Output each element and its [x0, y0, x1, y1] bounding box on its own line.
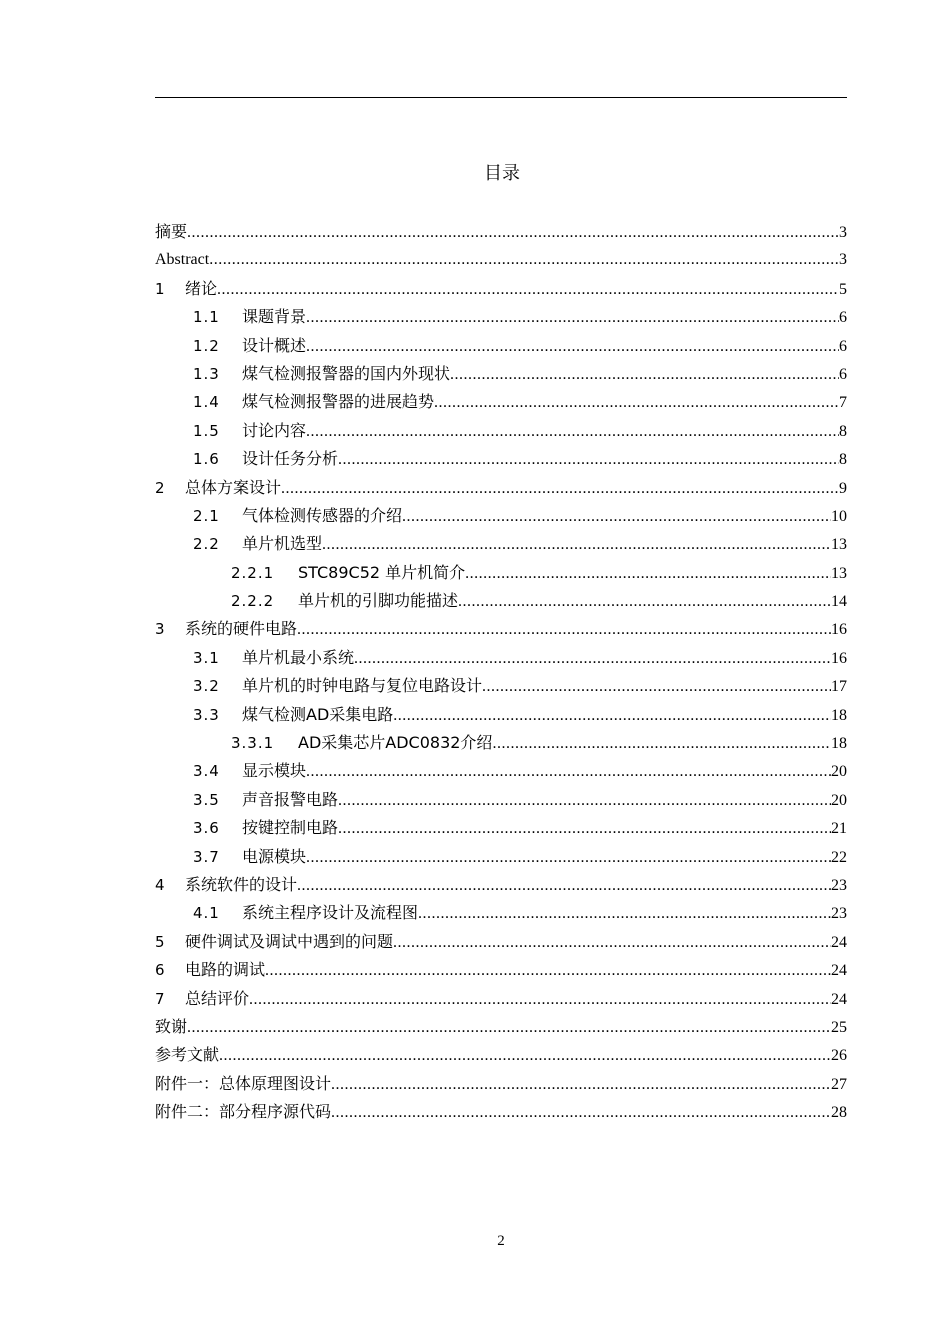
toc-entry-number: 1.1	[193, 308, 220, 327]
toc-entry-number: 3.6	[193, 819, 220, 838]
toc-entry-page: 6	[839, 365, 847, 383]
toc-entry-page: 21	[831, 820, 847, 838]
toc-entry-number: 3.3.1	[231, 734, 275, 753]
toc-title: 目录	[484, 163, 520, 184]
toc-entry[interactable]	[155, 218, 847, 246]
dot-leader	[458, 588, 831, 615]
toc-entry-label: 煤气检测报警器的进展趋势	[242, 392, 435, 412]
toc-entry-number: 7	[155, 989, 165, 1008]
toc-entry[interactable]	[155, 644, 847, 672]
toc-entry[interactable]	[155, 417, 847, 445]
dot-leader	[249, 986, 831, 1013]
toc-entry-label: 系统软件的设计	[185, 874, 298, 894]
toc-entry[interactable]	[155, 729, 847, 757]
toc-entry-page: 3	[839, 251, 847, 269]
dot-leader	[418, 900, 831, 927]
toc-entry-number: 3	[155, 620, 165, 639]
toc-entry-label: 系统的硬件电路	[185, 619, 298, 639]
dot-leader	[338, 446, 839, 473]
toc-entry[interactable]	[155, 786, 847, 814]
dot-leader	[354, 645, 831, 672]
toc-entry-number: 3.3	[193, 705, 220, 724]
toc-entry-number: 2	[155, 478, 165, 497]
toc-entry-page: 8	[839, 422, 847, 440]
toc-entry-label: 电路的调试	[185, 960, 266, 980]
toc-entry-page: 20	[831, 791, 847, 809]
toc-entry-number: 4.1	[193, 904, 220, 923]
toc-entry-page: 20	[831, 763, 847, 781]
dot-leader	[393, 929, 831, 956]
toc-entry[interactable]	[155, 530, 847, 558]
dot-leader	[297, 616, 831, 643]
toc-entry-label: 附件一：总体原理图设计	[155, 1073, 332, 1093]
table-of-contents	[155, 218, 847, 1127]
toc-entry-page: 13	[831, 564, 847, 582]
toc-entry[interactable]	[155, 615, 847, 643]
dot-leader	[265, 957, 831, 984]
toc-entry[interactable]	[155, 1013, 847, 1041]
toc-entry[interactable]	[155, 445, 847, 473]
toc-entry-label: 硬件调试及调试中遇到的问题	[185, 931, 394, 951]
toc-entry-label: 单片机的引脚功能描述	[298, 591, 459, 611]
toc-entry-page: 24	[831, 962, 847, 980]
dot-leader	[338, 815, 831, 842]
toc-entry-page: 14	[831, 593, 847, 611]
toc-entry-page: 8	[839, 451, 847, 469]
dot-leader	[306, 304, 839, 331]
toc-entry-page: 7	[839, 394, 847, 412]
toc-entry-page: 26	[831, 1047, 847, 1065]
toc-entry-page: 27	[831, 1075, 847, 1093]
toc-entry-label: 单片机最小系统	[242, 647, 355, 667]
dot-leader	[331, 1099, 831, 1126]
toc-entry-page: 23	[831, 876, 847, 894]
header-rule	[155, 97, 847, 98]
toc-entry-page: 6	[839, 309, 847, 327]
toc-entry[interactable]	[155, 388, 847, 416]
toc-entry-page: 22	[831, 848, 847, 866]
toc-entry[interactable]	[155, 928, 847, 956]
toc-entry-number: 5	[155, 932, 165, 951]
dot-leader	[187, 219, 839, 246]
dot-leader	[281, 475, 839, 502]
toc-entry-label: 致谢	[155, 1016, 188, 1036]
toc-entry-page: 17	[831, 678, 847, 696]
dot-leader	[393, 702, 831, 729]
toc-entry-number: 3.2	[193, 677, 220, 696]
toc-entry[interactable]	[155, 1098, 847, 1126]
toc-entry-label: 煤气检测AD采集电路	[242, 704, 394, 724]
toc-entry-number: 1.4	[193, 393, 220, 412]
toc-entry-page: 3	[839, 224, 847, 241]
toc-entry-label: 绪论	[185, 278, 218, 298]
toc-entry-label: 设计任务分析	[242, 449, 339, 469]
toc-entry[interactable]	[155, 502, 847, 530]
toc-entry-page: 16	[831, 621, 847, 639]
toc-entry-page: 5	[839, 280, 847, 298]
toc-entry-label: 系统主程序设计及流程图	[242, 903, 419, 923]
toc-entry[interactable]	[155, 246, 847, 274]
toc-entry-label: 摘要	[155, 222, 188, 241]
toc-entry-label: 气体检测传感器的介绍	[242, 505, 403, 525]
toc-entry-label: 附件二：部分程序源代码	[155, 1102, 332, 1122]
toc-entry[interactable]	[155, 672, 847, 700]
dot-leader	[402, 503, 831, 530]
dot-leader	[306, 418, 839, 445]
toc-entry-number: 1.5	[193, 421, 220, 440]
toc-entry[interactable]	[155, 701, 847, 729]
toc-entry-number: 3.1	[193, 648, 220, 667]
toc-entry[interactable]	[155, 1041, 847, 1069]
toc-entry[interactable]	[155, 1070, 847, 1098]
toc-entry-label: 按键控制电路	[242, 818, 339, 838]
toc-entry-label: 讨论内容	[242, 420, 307, 440]
dot-leader	[338, 787, 831, 814]
dot-leader	[217, 276, 839, 303]
dot-leader	[322, 531, 831, 558]
toc-entry-label: 显示模块	[242, 761, 307, 781]
toc-entry[interactable]	[155, 757, 847, 785]
toc-entry-page: 6	[839, 337, 847, 355]
toc-entry-page: 23	[831, 905, 847, 923]
dot-leader	[492, 730, 831, 757]
toc-entry-page: 24	[831, 933, 847, 951]
toc-entry-label: 煤气检测报警器的国内外现状	[242, 363, 451, 383]
toc-entry-page: 24	[831, 990, 847, 1008]
toc-entry-page: 18	[831, 735, 847, 753]
toc-entry[interactable]	[155, 871, 847, 899]
toc-entry-label: AD采集芯片ADC0832介绍	[298, 733, 493, 753]
dot-leader	[434, 389, 839, 416]
toc-entry[interactable]	[155, 360, 847, 388]
toc-entry-number: 1.3	[193, 364, 220, 383]
toc-entry-page: 13	[831, 536, 847, 554]
dot-leader	[219, 1042, 831, 1069]
toc-entry[interactable]	[155, 587, 847, 615]
toc-entry[interactable]	[155, 899, 847, 927]
toc-entry-label: Abstract	[155, 251, 210, 269]
toc-entry-number: 3.4	[193, 762, 220, 781]
toc-entry[interactable]	[155, 332, 847, 360]
toc-entry-number: 2.2.2	[231, 592, 275, 611]
toc-entry[interactable]	[155, 559, 847, 587]
toc-entry-number: 1.6	[193, 450, 220, 469]
toc-entry-number: 2.1	[193, 506, 220, 525]
toc-entry[interactable]	[155, 474, 847, 502]
toc-entry-page: 18	[831, 706, 847, 724]
dot-leader	[331, 1071, 831, 1098]
dot-leader	[465, 560, 831, 587]
dot-leader	[297, 872, 831, 899]
toc-entry-label: 设计概述	[242, 335, 307, 355]
toc-entry-page: 28	[831, 1104, 847, 1122]
toc-entry-number: 4	[155, 875, 165, 894]
toc-entry-label: 总结评价	[185, 988, 250, 1008]
toc-entry[interactable]	[155, 843, 847, 871]
toc-entry-number: 3.7	[193, 847, 220, 866]
toc-entry-page: 16	[831, 649, 847, 667]
toc-entry-label: STC89C52 单片机简介	[298, 562, 466, 582]
dot-leader	[306, 333, 839, 360]
toc-entry-number: 1.2	[193, 336, 220, 355]
toc-entry-number: 2.2	[193, 535, 220, 554]
toc-entry-label: 课题背景	[242, 307, 307, 327]
toc-entry-number: 1	[155, 279, 165, 298]
dot-leader	[450, 361, 839, 388]
toc-entry-page: 9	[839, 479, 847, 497]
toc-entry-label: 参考文献	[155, 1045, 220, 1065]
toc-entry-page: 25	[831, 1018, 847, 1036]
dot-leader	[209, 246, 839, 274]
toc-entry-number: 2.2.1	[231, 563, 275, 582]
toc-entry-number: 3.5	[193, 790, 220, 809]
toc-entry-label: 单片机选型	[242, 534, 323, 554]
dot-leader	[482, 673, 831, 700]
toc-entry[interactable]	[155, 814, 847, 842]
toc-entry[interactable]	[155, 303, 847, 331]
toc-entry-label: 声音报警电路	[242, 789, 339, 809]
toc-entry-number: 6	[155, 961, 165, 980]
toc-entry-label: 电源模块	[242, 846, 307, 866]
toc-entry[interactable]	[155, 956, 847, 984]
dot-leader	[306, 758, 831, 785]
page-number: 2	[497, 1233, 505, 1249]
toc-entry-page: 10	[831, 507, 847, 525]
toc-entry-label: 单片机的时钟电路与复位电路设计	[242, 676, 483, 696]
toc-entry-label: 总体方案设计	[185, 477, 282, 497]
dot-leader	[306, 844, 831, 871]
dot-leader	[187, 1014, 831, 1041]
toc-entry[interactable]	[155, 985, 847, 1013]
toc-entry[interactable]	[155, 275, 847, 303]
